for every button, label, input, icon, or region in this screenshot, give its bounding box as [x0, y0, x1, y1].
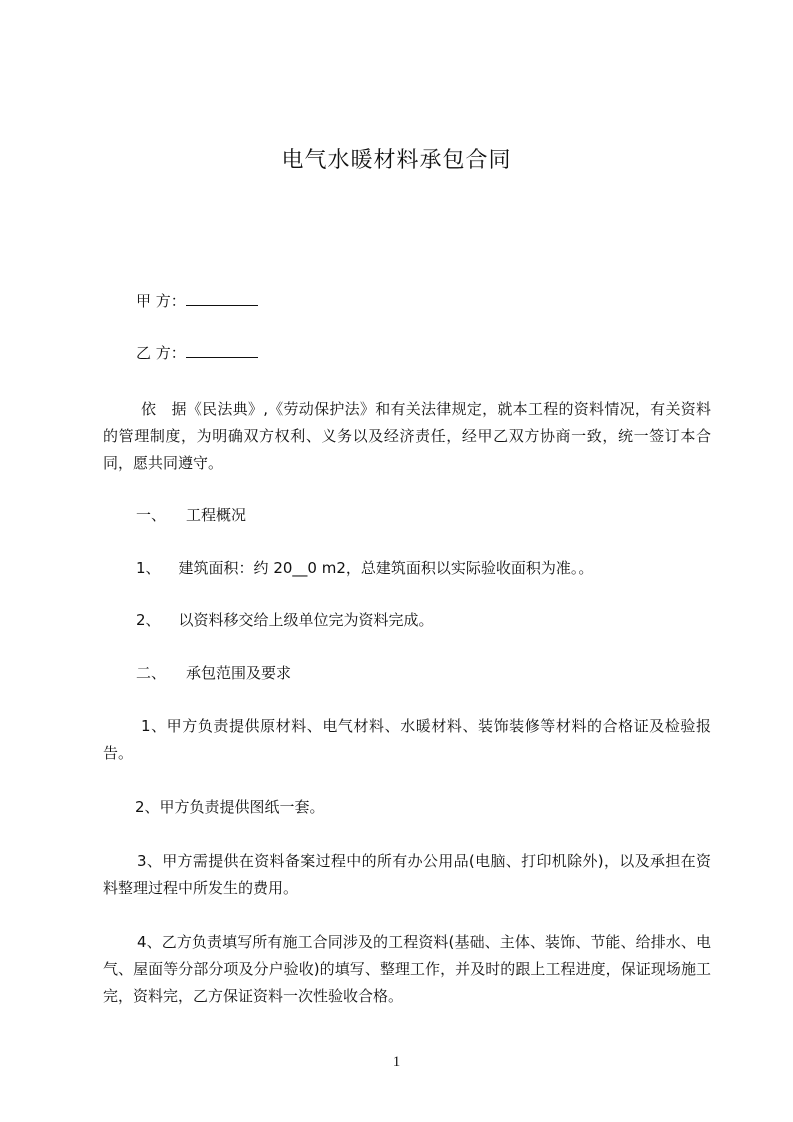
clause-2: 2、甲方负责提供图纸一套。 — [135, 798, 325, 816]
clause-4: 4、乙方负责填写所有施工合同涉及的工程资料(基础、主体、装饰、节能、给排水、电气、屋面等分部分项及分户验收)的填写、整理工作，并及时的跟上工程进度，保证现场施工完，资料完，乙方保证资料一次性验收合格。 — [103, 933, 711, 1005]
party-a-line — [136, 288, 258, 315]
party-b-blank — [186, 343, 258, 358]
section-2-number: 二、 — [136, 664, 167, 682]
section-1-title: 工程概况 — [186, 506, 247, 524]
clause-1: 1、甲方负责提供原材料、电气材料、水暖材料、装饰装修等材料的合格证及检验报告。 — [103, 717, 711, 762]
item-1 — [136, 555, 593, 582]
item-1-text: 建筑面积：约 20__0 m2，总建筑面积以实际验收面积为准。。 — [178, 559, 594, 577]
party-a-label: 甲 方： — [136, 292, 186, 310]
party-b-line — [136, 340, 258, 367]
section-1-number: 一、 — [136, 506, 167, 524]
section-2-heading — [136, 660, 291, 687]
party-a-blank — [186, 291, 258, 306]
party-b-label: 乙 方： — [136, 344, 186, 362]
document-title: 电气水暖材料承包合同 — [281, 148, 512, 173]
clause-3: 3、甲方需提供在资料备案过程中的所有办公用品(电脑、打印机除外)，以及承担在资料整理过程中所发生的费用。 — [103, 852, 711, 897]
item-2 — [136, 607, 434, 634]
item-2-number: 2、 — [136, 611, 161, 629]
item-1-number: 1、 — [136, 559, 161, 577]
item-2-text: 以资料移交给上级单位完为资料完成。 — [178, 611, 434, 629]
intro-paragraph: 依 据《民法典》,《劳动保护法》和有关法律规定，就本工程的资料情况，有关资料的管理制度，为明确双方权利、义务以及经济责任，经甲乙双方协商一致，统一签订本合同，愿共同遵守。 — [103, 400, 711, 472]
section-1-heading — [136, 502, 246, 529]
page-number: 1 — [392, 1054, 401, 1070]
section-2-title: 承包范围及要求 — [186, 664, 292, 682]
